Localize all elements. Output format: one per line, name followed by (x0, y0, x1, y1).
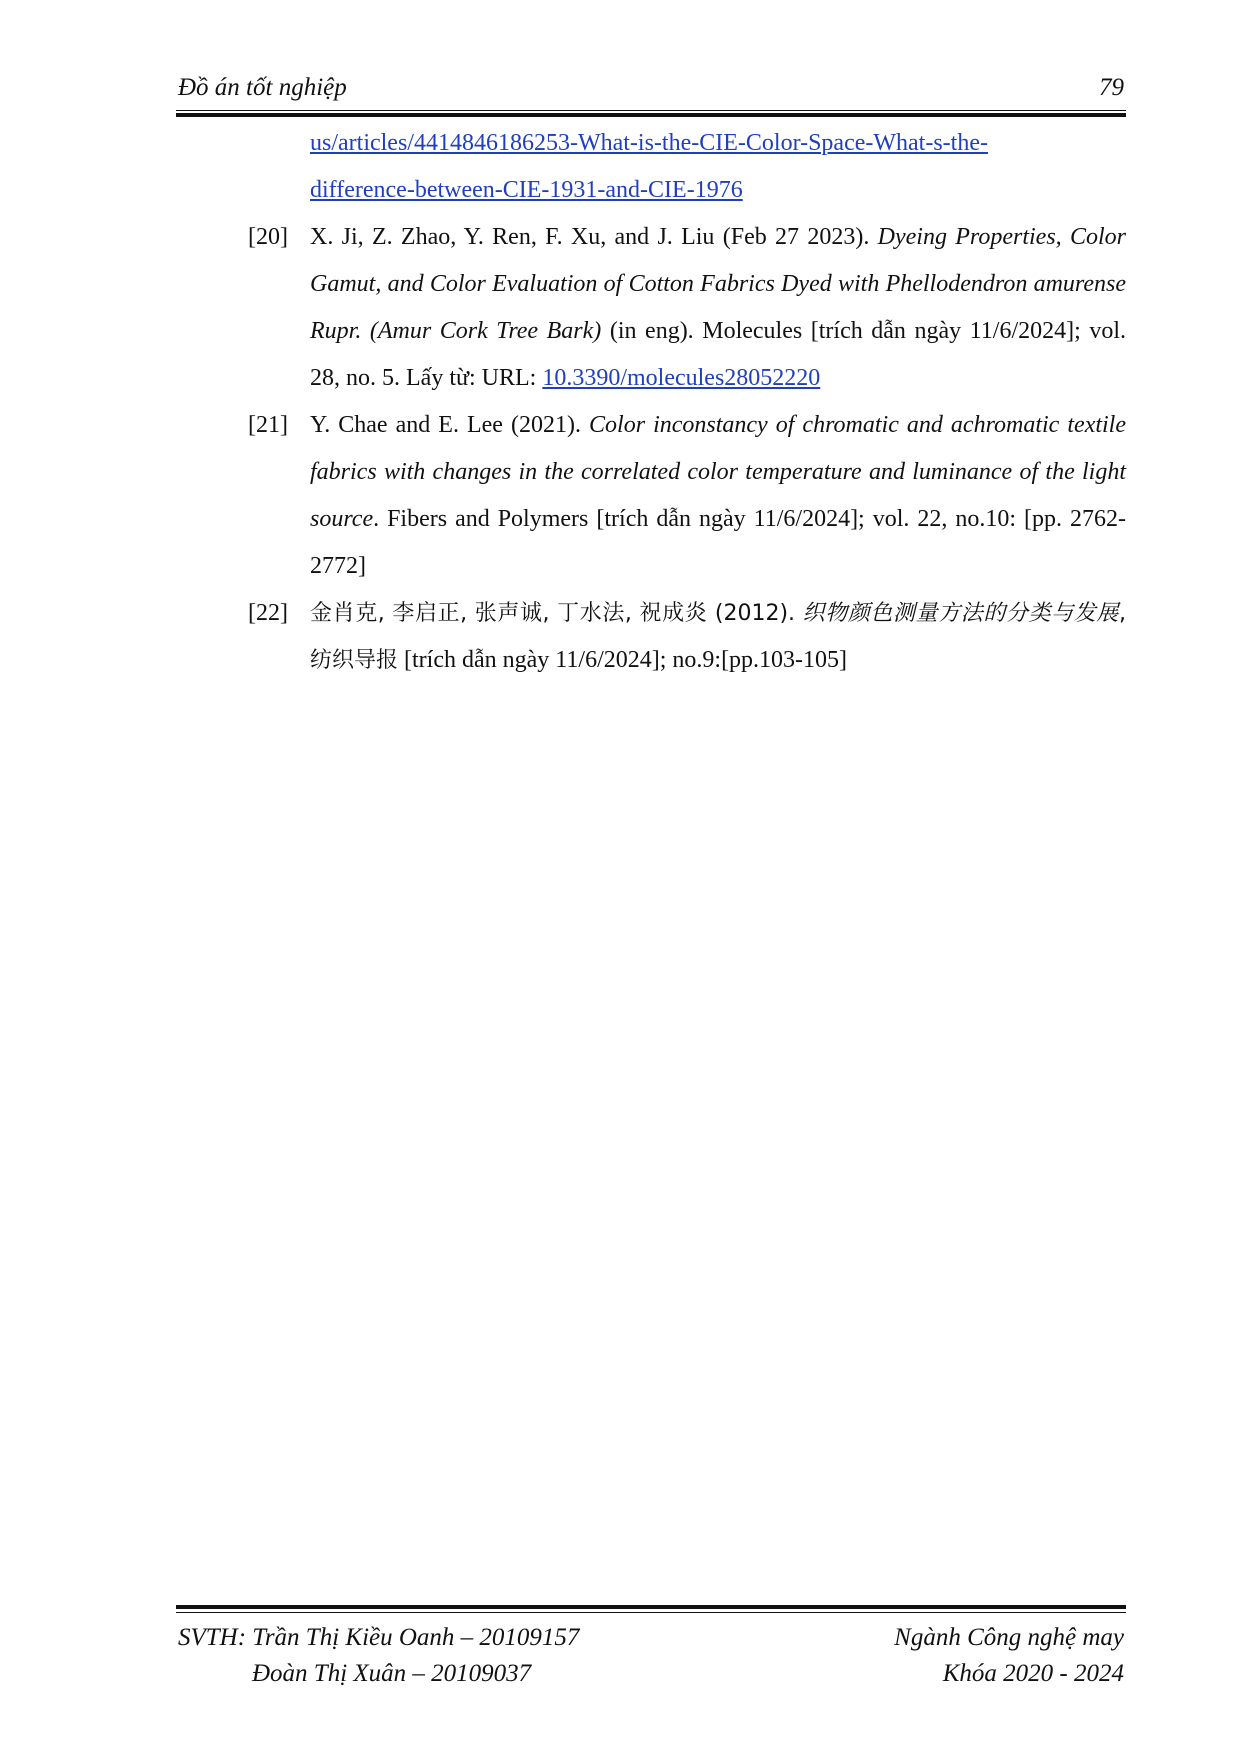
footer-major: Ngành Công nghệ may (894, 1624, 1124, 1651)
reference-list (248, 120, 1126, 684)
footer-rule-thick (176, 1605, 1126, 1609)
reference-title: Dyeing Properties, Color Gamut, and Color Evaluation of Cotton Fabrics Dyed with Phellodendron amurense Rupr. (Amur Cork Tree Bark) (310, 224, 1126, 344)
header-rule-thick (176, 113, 1126, 117)
reference-url-line1[interactable]: us/articles/4414846186253-What-is-the-CIE-Color-Space-What-s-the- (310, 130, 988, 156)
reference-22 (248, 590, 1126, 684)
reference-number: [20] (248, 224, 288, 250)
reference-continuation (248, 120, 1126, 214)
reference-authors: Y. Chae and E. Lee (2021). (310, 412, 590, 438)
reference-title: 织物颜色测量方法的分类与发展 (802, 601, 1119, 626)
footer-rule-thin (176, 1612, 1126, 1613)
header-rule-thin (176, 110, 1126, 111)
reference-number: [21] (248, 412, 288, 438)
footer-course: Khóa 2020 - 2024 (942, 1660, 1124, 1687)
footer-student-1: SVTH: Trần Thị Kiều Oanh – 20109157 (178, 1624, 580, 1651)
footer-student-2: Đoàn Thị Xuân – 20109037 (252, 1660, 532, 1687)
reference-title: Color inconstancy of chromatic and achromatic textile fabrics with changes in the correlated color temperature and luminance of the light source (310, 412, 1126, 532)
reference-number: [22] (248, 600, 288, 626)
reference-details: (in eng). Molecules [trích dẫn ngày 11/6/2024]; vol. 28, no. 5. Lấy từ: URL: (310, 318, 1126, 391)
header-title: Đồ án tốt nghiệp (178, 74, 347, 101)
reference-21 (248, 402, 1126, 590)
reference-details: [trích dẫn ngày 11/6/2024]; no.9:[pp.103-105] (398, 647, 848, 673)
reference-authors: X. Ji, Z. Zhao, Y. Ren, F. Xu, and J. Liu (Feb 27 2023). (310, 224, 878, 250)
reference-20 (248, 214, 1126, 402)
page-number: 79 (1099, 74, 1124, 101)
reference-authors: 金肖克, 李启正, 张声诚, 丁水法, 祝成炎 (2012). (310, 601, 803, 626)
reference-url-line2[interactable]: difference-between-CIE-1931-and-CIE-1976 (310, 177, 743, 203)
reference-journal: , 纺织导报 (310, 601, 1126, 673)
reference-details: . Fibers and Polymers [trích dẫn ngày 11/6/2024]; vol. 22, no.10: [pp. 2762-2772] (310, 506, 1126, 579)
reference-doi-link[interactable]: 10.3390/molecules28052220 (542, 365, 821, 391)
